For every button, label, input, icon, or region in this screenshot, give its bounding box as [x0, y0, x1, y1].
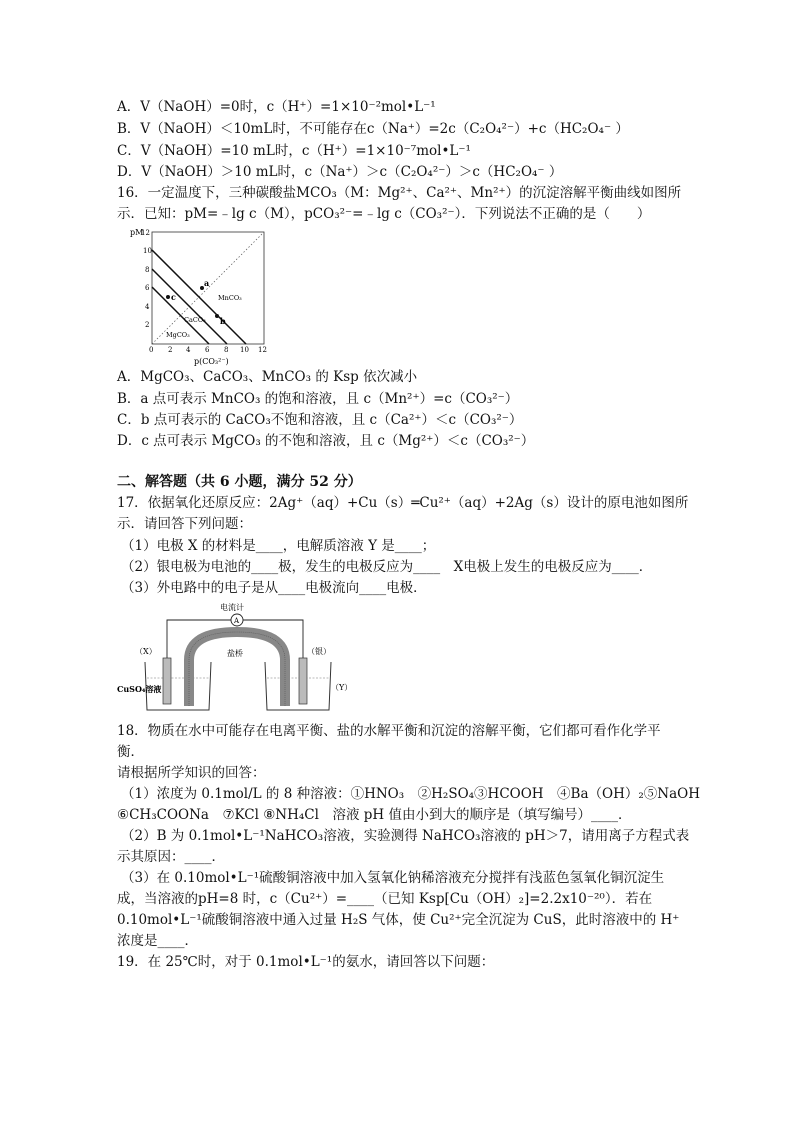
q17-part3: （3）外电路中的电子是从____电极流向____电极．: [121, 580, 427, 596]
y-tick: 2: [145, 321, 150, 329]
q18-stem-line1: 18．物质在水中可能存在电离平衡、盐的水解平衡和沉淀的溶解平衡，它们都可看作化学平: [117, 723, 661, 739]
pm-pco3-figure: [130, 226, 280, 366]
x-tick: 2: [168, 346, 173, 354]
right-beaker: [265, 662, 331, 710]
x-tick: 8: [224, 346, 229, 354]
q15-option-b: B．V（NaOH）＜10mL时，不可能存在c（Na⁺）=2c（C₂O₄²⁻）+c（HC₂O₄⁻ ）: [117, 121, 629, 137]
q18-part1-line2: ⑥CH₃COONa ⑦KCl ⑧NH₄Cl 溶液 pH 值由小到大的顺序是（填写编号）____．: [117, 807, 632, 823]
q17-part1: （1）电极 X 的材料是____，电解质溶液 Y 是____；: [121, 538, 436, 554]
x-axis-label: p(CO₃²⁻): [194, 357, 229, 366]
q15-option-c: C．V（NaOH）=10 mL时，c（H⁺）=1×10⁻⁷mol•L⁻¹: [117, 143, 471, 159]
x-tick: 6: [205, 346, 210, 354]
point-label-a: a: [204, 278, 210, 288]
q18-stem-line2: 衡．: [117, 744, 144, 760]
galvanic-cell-figure: [117, 602, 357, 714]
q15-option-a: A．V（NaOH）=0时，c（H⁺）=1×10⁻²mol•L⁻¹: [117, 99, 436, 115]
meter-symbol: A: [234, 617, 240, 625]
q16-option-a: A．MgCO₃、CaCO₃、MnCO₃ 的 Ksp 依次减小: [117, 369, 418, 385]
silver-electrode: [299, 658, 307, 704]
y-tick: 8: [145, 266, 150, 274]
y-tick: 10: [143, 247, 152, 255]
curve-label-mgco3: MgCO₃: [166, 331, 190, 339]
point-label-b: b: [220, 316, 226, 326]
x-tick: 4: [186, 346, 191, 354]
point-c: [166, 295, 170, 299]
y-tick: 12: [141, 229, 150, 237]
q18-part1-line1: （1）浓度为 0.1mol/L 的 8 种溶液：①HNO₃ ②H₂SO₄③HCOOH ④Ba（OH）₂⑤NaOH: [121, 786, 700, 802]
plot-frame: [152, 232, 264, 344]
left-solution-label: CuSO₄溶液: [117, 684, 162, 694]
q16-stem-line1: 16．一定温度下，三种碳酸盐MCO₃（M：Mg²⁺、Ca²⁺、Mn²⁺）的沉淀溶解平衡曲线如图所: [117, 185, 682, 201]
bridge-label: 盐桥: [227, 649, 243, 658]
q19-stem: 19．在 25℃时，对于 0.1mol•L⁻¹的氨水，请回答以下问题：: [117, 954, 495, 970]
x-tick: 10: [240, 346, 249, 354]
q18-part2-line2: 示其原因：____．: [117, 849, 225, 865]
point-b: [215, 314, 219, 318]
x-electrode: [163, 658, 171, 704]
y-tick: 4: [145, 303, 150, 311]
right-electrode-label: （银）: [307, 647, 331, 656]
salt-bridge: [189, 632, 285, 706]
q18-intro: 请根据所学知识的回答：: [117, 765, 266, 781]
curve-label-mnco3: MnCO₃: [218, 294, 242, 302]
q16-option-d: D．c 点可表示 MgCO₃ 的不饱和溶液，且 c（Mg²⁺）＜c（CO₃²⁻）: [117, 433, 535, 449]
q18-part3-line1: （3）在 0.10mol•L⁻¹硫酸铜溶液中加入氢氧化钠稀溶液充分搅拌有浅蓝色氢氧化铜沉淀生: [121, 870, 665, 886]
q18-part2-line1: （2）B 为 0.1mol•L⁻¹NaHCO₃溶液，实验测得 NaHCO₃溶液的 pH＞7，请用离子方程式表: [121, 828, 690, 844]
y-axis-label: pM: [130, 228, 144, 237]
q16-stem-line2: 示．已知：pM=﹣lg c（M），pCO₃²⁻=﹣lg c（CO₃²⁻）．下列说法不正确的是（ ）: [117, 206, 651, 222]
q17-part2: （2）银电极为电池的____极，发生的电极反应为____ X电极上发生的电极反应为____．: [121, 559, 653, 575]
x-tick: 0: [149, 346, 154, 354]
q17-stem-line1: 17．依据氧化还原反应：2Ag⁺（aq）+Cu（s）═Cu²⁺（aq）+2Ag（s）设计的原电池如图所: [117, 495, 689, 511]
curve-label-caco3: CaCO₃: [184, 316, 206, 324]
q15-option-d: D．V（NaOH）＞10 mL时，c（Na⁺）＞c（C₂O₄²⁻）＞c（HC₂O₄⁻ ）: [117, 164, 563, 180]
q17-stem-line2: 示．请回答下列问题：: [117, 516, 252, 532]
x-tick: 12: [258, 346, 267, 354]
y-tick: 6: [145, 284, 150, 292]
q18-part3-line4: 浓度是____．: [117, 933, 198, 949]
point-label-c: c: [171, 292, 176, 302]
right-solution-label: （Y）: [331, 683, 353, 692]
diagonal-reference-line: [152, 232, 264, 344]
q18-part3-line3: 0.10mol•L⁻¹硫酸铜溶液中通入过量 H₂S 气体，使 Cu²⁺完全沉淀为 CuS，此时溶液中的 H⁺: [117, 912, 680, 928]
section-heading: 二、解答题（共 6 小题，满分 52 分）: [117, 474, 362, 490]
left-electrode-label: （X）: [135, 647, 157, 656]
q16-option-b: B．a 点可表示 MnCO₃ 的饱和溶液，且 c（Mn²⁺）=c（CO₃²⁻）: [117, 391, 519, 407]
q18-part3-line2: 成，当溶液的pH=8 时，c（Cu²⁺）=____（已知 Ksp[Cu（OH）₂]=2.2x10⁻²⁰）．若在: [117, 891, 653, 907]
q16-option-c: C．b 点可表示的 CaCO₃不饱和溶液，且 c（Ca²⁺）＜c（CO₃²⁻）: [117, 412, 523, 428]
meter-label: 电流计: [220, 603, 244, 612]
